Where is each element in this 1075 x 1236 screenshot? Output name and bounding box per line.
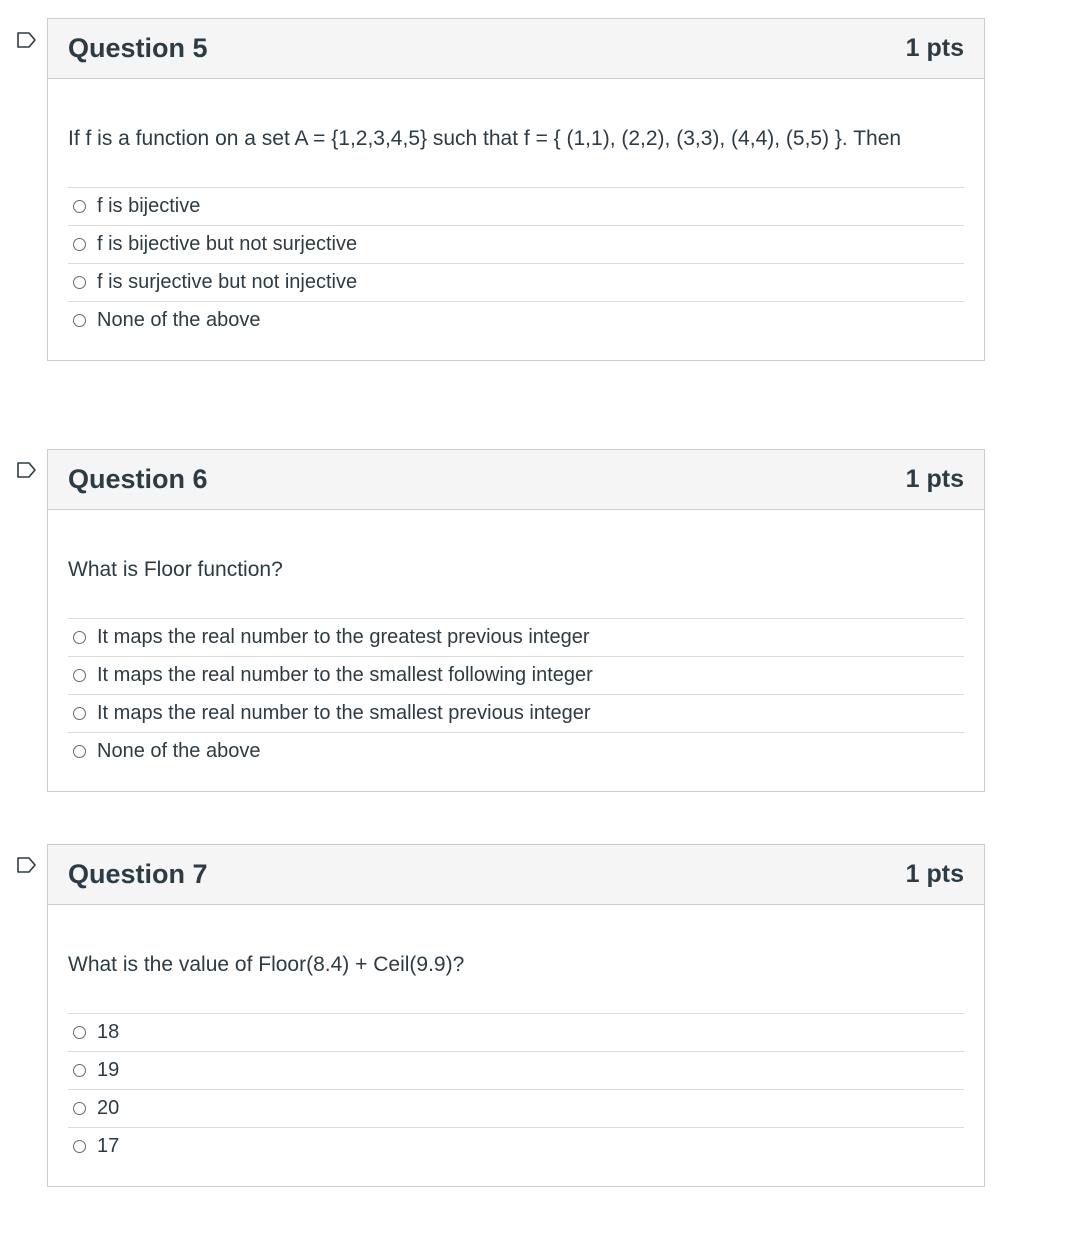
- question-text: What is Floor function?: [68, 558, 283, 581]
- answer-option[interactable]: [68, 1090, 964, 1128]
- radio-button[interactable]: [73, 314, 86, 327]
- answer-label: None of the above: [97, 740, 261, 762]
- radio-button[interactable]: [73, 1026, 86, 1039]
- question-text: What is the value of Floor(8.4) + Ceil(9.9)?: [68, 953, 465, 976]
- question-points: 1 pts: [905, 860, 964, 888]
- answer-label: 17: [97, 1135, 120, 1157]
- question-text: If f is a function on a set A = {1,2,3,4,5} such that f = { (1,1), (2,2), (3,3), (4,4), (5,5) }. Then: [68, 127, 902, 150]
- question-header: [48, 845, 984, 905]
- question-6: [47, 449, 985, 792]
- radio-button[interactable]: [73, 669, 86, 682]
- answer-label: 18: [97, 1021, 120, 1043]
- answer-list: [68, 618, 964, 770]
- radio-button[interactable]: [73, 745, 86, 758]
- answer-list: [68, 187, 964, 339]
- flag-icon[interactable]: [16, 32, 38, 48]
- question-points: 1 pts: [905, 34, 964, 62]
- question-body: [48, 905, 984, 1186]
- radio-button[interactable]: [73, 1102, 86, 1115]
- question-body: [48, 79, 984, 360]
- answer-label: f is surjective but not injective: [97, 271, 358, 293]
- answer-option[interactable]: [68, 226, 964, 264]
- answer-label: f is bijective: [97, 195, 201, 217]
- answer-option[interactable]: [68, 1052, 964, 1090]
- answer-label: f is bijective but not surjective: [97, 233, 358, 255]
- answer-option[interactable]: [68, 733, 964, 770]
- answer-label: 20: [97, 1097, 120, 1119]
- radio-button[interactable]: [73, 1064, 86, 1077]
- radio-button[interactable]: [73, 1140, 86, 1153]
- radio-button[interactable]: [73, 631, 86, 644]
- question-points: 1 pts: [905, 465, 964, 493]
- answer-option[interactable]: [68, 302, 964, 339]
- flag-icon[interactable]: [16, 857, 38, 873]
- answer-option[interactable]: [68, 188, 964, 226]
- question-header: [48, 450, 984, 510]
- question-7: [47, 844, 985, 1187]
- question-title: Question 6: [68, 464, 208, 494]
- flag-icon[interactable]: [16, 462, 38, 478]
- question-body: [48, 510, 984, 791]
- answer-list: [68, 1013, 964, 1165]
- answer-label: None of the above: [97, 309, 261, 331]
- answer-label: 19: [97, 1059, 120, 1081]
- question-5: [47, 18, 985, 361]
- answer-option[interactable]: [68, 1128, 964, 1165]
- question-title: Question 7: [68, 859, 208, 889]
- answer-option[interactable]: [68, 264, 964, 302]
- answer-option[interactable]: [68, 657, 964, 695]
- answer-option[interactable]: [68, 695, 964, 733]
- answer-label: It maps the real number to the smallest following integer: [97, 664, 593, 686]
- radio-button[interactable]: [73, 707, 86, 720]
- answer-option[interactable]: [68, 1014, 964, 1052]
- answer-label: It maps the real number to the greatest previous integer: [97, 626, 590, 648]
- radio-button[interactable]: [73, 276, 86, 289]
- question-title: Question 5: [68, 33, 208, 63]
- question-header: [48, 19, 984, 79]
- answer-option[interactable]: [68, 619, 964, 657]
- radio-button[interactable]: [73, 200, 86, 213]
- answer-label: It maps the real number to the smallest previous integer: [97, 702, 591, 724]
- radio-button[interactable]: [73, 238, 86, 251]
